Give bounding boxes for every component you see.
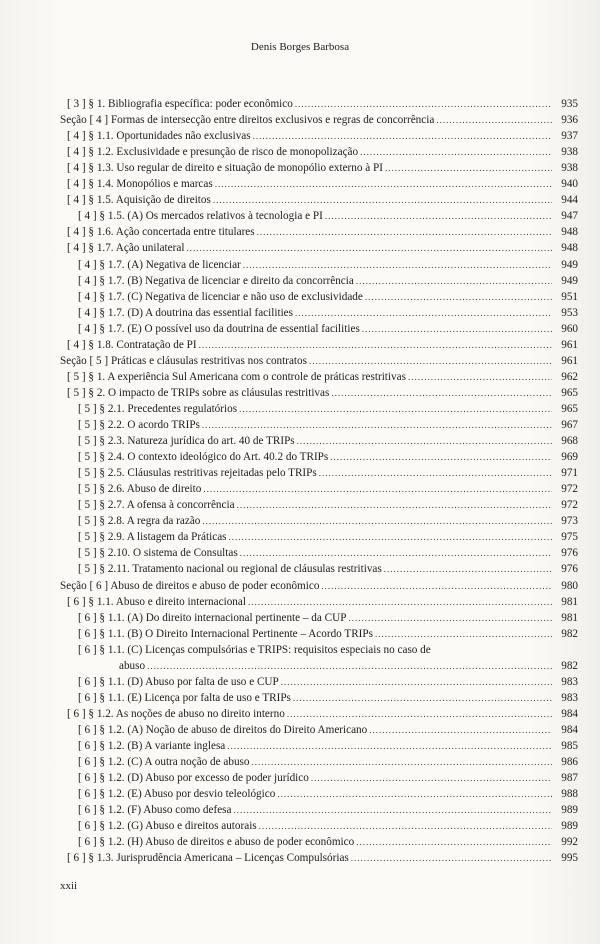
toc-entry	[78, 642, 578, 658]
toc-entry-page: 949	[561, 274, 578, 287]
toc-entry-title: [ 5 ] § 2.7. A ofensa à concorrência	[78, 499, 235, 512]
dot-leader	[213, 192, 552, 208]
toc-entry-page: 972	[561, 499, 578, 512]
toc-entry-title: [ 4 ] § 1.2. Exclusividade e presunção de risco de monopolização	[67, 146, 359, 159]
toc-entry-title: Seção [ 6 ] Abuso de direitos e abuso de poder econômico	[60, 579, 320, 592]
dot-leader	[356, 834, 552, 850]
toc-entry-title: [ 4 ] § 1.7. (A) Negativa de licenciar	[78, 258, 241, 271]
dot-leader	[281, 674, 552, 690]
toc-entry	[67, 96, 578, 112]
toc-entry-title: [ 4 ] § 1.6. Ação concertada entre titulares	[67, 226, 255, 239]
toc-entry	[78, 802, 578, 818]
dot-leader	[356, 273, 552, 289]
toc-entry-page: 953	[561, 306, 578, 319]
toc-entry-page: 981	[561, 611, 578, 624]
toc-entry-title: [ 6 ] § 1.2. (F) Abuso como defesa	[78, 804, 232, 817]
toc-entry-title: [ 6 ] § 1.2. (C) A outra noção de abuso	[78, 756, 250, 769]
toc-entry-page: 986	[561, 756, 578, 769]
running-header: Denis Borges Barbosa	[250, 41, 350, 53]
toc-entry-page: 989	[561, 820, 578, 833]
toc-entry	[67, 850, 578, 866]
toc-entry-title: [ 6 ] § 1.1. (B) O Direito Internacional Pertinente – Acordo TRIPs	[78, 627, 373, 640]
dot-leader	[252, 754, 552, 770]
toc-entry	[78, 208, 578, 224]
toc-entry	[78, 321, 578, 337]
toc-entry-page: 992	[561, 836, 578, 849]
dot-leader	[309, 353, 552, 369]
dot-leader	[319, 465, 552, 481]
dot-leader	[248, 594, 552, 610]
dot-leader	[375, 626, 552, 642]
toc-entry-page: 981	[561, 595, 578, 608]
toc-entry-title: abuso	[119, 659, 146, 672]
toc-entry-title: [ 4 ] § 1.7. (C) Negativa de licenciar e não uso de exclusividade	[78, 290, 363, 303]
toc-entry-title: [ 4 ] § 1.1. Oportunidades não exclusivas	[67, 130, 251, 143]
toc-entry-title: [ 6 ] § 1.2. (A) Noção de abuso de direitos do Direito Americano	[78, 723, 368, 736]
toc-entry	[67, 144, 578, 160]
toc-entry	[78, 273, 578, 289]
toc-entry-title: [ 4 ] § 1.3. Uso regular de direito e situação de monopólio externo à PI	[67, 162, 383, 175]
toc-entry-page: 984	[561, 723, 578, 736]
toc-entry-title: [ 4 ] § 1.5. Aquisição de direitos	[67, 194, 211, 207]
toc-entry	[67, 224, 578, 240]
dot-leader	[325, 208, 552, 224]
toc-entry-page: 983	[561, 691, 578, 704]
toc-entry-title: [ 4 ] § 1.8. Contratação de PI	[67, 338, 197, 351]
dot-leader	[253, 128, 552, 144]
toc-entry	[78, 561, 578, 577]
toc-entry-title: [ 5 ] § 2.8. A regra da razão	[78, 515, 201, 528]
toc-entry-page: 947	[561, 210, 578, 223]
toc-entry-page: 949	[561, 258, 578, 271]
toc-entry-page: 965	[561, 402, 578, 415]
toc-entry	[67, 369, 578, 385]
toc-entry	[78, 401, 578, 417]
dot-leader	[295, 305, 552, 321]
toc-entry-page: 961	[561, 354, 578, 367]
dot-leader	[365, 289, 552, 305]
toc-entry-title: [ 6 ] § 1.1. (D) Abuso por falta de uso e CUP	[78, 675, 279, 688]
toc-entry-page: 973	[561, 515, 578, 528]
toc-entry-page: 965	[561, 386, 578, 399]
toc-entry-title: [ 6 ] § 1.2. (D) Abuso por excesso de poder jurídico	[78, 772, 309, 785]
dot-leader	[237, 497, 552, 513]
toc-entry	[78, 818, 578, 834]
dot-leader	[385, 160, 552, 176]
dot-leader	[227, 738, 552, 754]
toc-entry-page: 976	[561, 563, 578, 576]
toc-entry-title: [ 6 ] § 1.1. (A) Do direito internacional pertinente – da CUP	[78, 611, 347, 624]
toc-entry-title: [ 5 ] § 2.4. O contexto ideológico do Art. 40.2 do TRIPs	[78, 451, 329, 464]
toc-entry-page: 940	[561, 178, 578, 191]
dot-leader	[287, 706, 552, 722]
dot-leader	[202, 417, 552, 433]
toc-entry-page: 988	[561, 788, 578, 801]
dot-leader	[277, 786, 552, 802]
toc-entry	[78, 674, 578, 690]
toc-entry	[78, 754, 578, 770]
toc-entry-title: [ 5 ] § 2.1. Precedentes regulatórios	[78, 402, 238, 415]
toc-entry-title: [ 4 ] § 1.5. (A) Os mercados relativos à tecnologia e PI	[78, 210, 323, 223]
dot-leader	[293, 690, 552, 706]
toc-entry-title: Seção [ 5 ] Práticas e cláusulas restritivas nos contratos	[60, 354, 307, 367]
toc-entry-title: [ 5 ] § 2.11. Tratamento nacional ou regional de cláusulas restritivas	[78, 563, 382, 576]
toc-entry	[78, 529, 578, 545]
dot-leader	[147, 658, 552, 674]
toc-entry-title: [ 6 ] § 1.2. (G) Abuso e direitos autorais	[78, 820, 257, 833]
dot-leader	[202, 513, 552, 529]
toc-entry-page: 936	[561, 114, 578, 127]
toc-entry-page: 935	[561, 98, 578, 110]
toc-entry-page: 972	[561, 483, 578, 496]
toc-entry-title: [ 5 ] § 2.9. A listagem da Práticas	[78, 531, 227, 544]
toc-entry-page: 984	[561, 707, 578, 720]
dot-leader	[369, 722, 552, 738]
toc-entry-page: 971	[561, 467, 578, 480]
dot-leader	[408, 369, 552, 385]
toc-entry-title: [ 5 ] § 2.3. Natureza jurídica do art. 40 de TRIPs	[78, 435, 295, 448]
dot-leader	[234, 802, 553, 818]
dot-leader	[295, 96, 552, 112]
toc-entry-title: [ 4 ] § 1.7. (B) Negativa de licenciar e direito da concorrência	[78, 274, 354, 287]
toc-entry-page: 983	[561, 675, 578, 688]
toc-entry-page: 976	[561, 547, 578, 560]
toc-entry	[78, 786, 578, 802]
toc-entry	[78, 834, 578, 850]
toc-entry-page: 951	[561, 290, 578, 303]
toc-entry	[78, 722, 578, 738]
toc-entry-title: [ 6 ] § 1.1. Abuso e direito internacional	[67, 595, 246, 608]
toc-entry-page: 937	[561, 130, 578, 143]
dot-leader	[215, 176, 552, 192]
dot-leader	[384, 561, 552, 577]
dot-leader	[199, 337, 552, 353]
dot-leader	[351, 850, 552, 866]
toc-entry-page: 969	[561, 451, 578, 464]
dot-leader	[259, 818, 552, 834]
toc-entry-page: 962	[561, 370, 578, 383]
toc-entry	[78, 449, 578, 465]
toc-entry-page: 938	[561, 146, 578, 159]
toc-entry-title: Seção [ 4 ] Formas de intersecção entre direitos exclusivos e regras de concorrência	[60, 114, 435, 127]
dot-leader	[240, 545, 552, 561]
toc-entry-title: [ 6 ] § 1.3. Jurisprudência Americana – Licenças Compulsórias	[67, 852, 349, 865]
toc-entry-page: 938	[561, 162, 578, 175]
toc-entry-page: 944	[561, 194, 578, 207]
toc-entry-title: [ 5 ] § 1. A experiência Sul Americana com o controle de práticas restritivas	[67, 370, 406, 383]
dot-leader	[330, 449, 552, 465]
toc-entry	[67, 337, 578, 353]
toc-entry	[78, 417, 578, 433]
toc-entry-page: 982	[561, 659, 578, 672]
dot-leader	[297, 433, 552, 449]
dot-leader	[186, 240, 552, 256]
toc-entry-page: 989	[561, 804, 578, 817]
toc-entry	[60, 353, 578, 369]
toc-entry-title: [ 3 ] § 1. Bibliografia específica: poder econômico	[67, 98, 293, 110]
toc-entry-page: 975	[561, 531, 578, 544]
toc-entry-title: [ 5 ] § 2.5. Cláusulas restritivas rejeitadas pelo TRIPs	[78, 467, 317, 480]
toc-entry-page: 995	[561, 852, 578, 865]
toc-entry-page: 982	[561, 627, 578, 640]
toc-entry	[60, 578, 578, 594]
toc-entry-title: [ 4 ] § 1.7. (E) O possível uso da doutrina de essential facilities	[78, 322, 360, 335]
dot-leader	[436, 112, 552, 128]
toc-entry	[60, 112, 578, 128]
toc-entry	[67, 706, 578, 722]
toc-entry	[67, 385, 578, 401]
toc-entry-page: 987	[561, 772, 578, 785]
toc-entry-page: 967	[561, 419, 578, 431]
toc-entry-title: [ 6 ] § 1.1. (C) Licenças compulsórias e TRIPS: requisitos especiais no caso de	[78, 643, 431, 656]
toc-entry	[67, 192, 578, 208]
dot-leader	[362, 321, 552, 337]
toc-entry	[67, 176, 578, 192]
toc-entry-page: 948	[561, 226, 578, 239]
toc-entry	[78, 481, 578, 497]
toc-entry	[67, 240, 578, 256]
dot-leader	[331, 385, 552, 401]
toc-entry-page: 968	[561, 435, 578, 448]
toc-entry-title: [ 5 ] § 2.10. O sistema de Consultas	[78, 547, 238, 560]
toc-entry	[78, 770, 578, 786]
toc-entry-page: 948	[561, 242, 578, 255]
dot-leader	[321, 578, 552, 594]
page-number: xxii	[60, 880, 78, 892]
toc-entry-title: [ 4 ] § 1.7. Ação unilateral	[67, 242, 185, 255]
toc-entry	[78, 610, 578, 626]
toc-entry	[78, 545, 578, 561]
dot-leader	[243, 257, 552, 273]
toc-entry	[78, 497, 578, 513]
toc-entry	[78, 626, 578, 642]
toc-entry-title: [ 5 ] § 2.2. O acordo TRIPs	[78, 419, 200, 431]
toc-entry	[67, 128, 578, 144]
toc-entry-page: 985	[561, 740, 578, 752]
toc-entry	[67, 160, 578, 176]
toc-entry-title: [ 6 ] § 1.2. As noções de abuso no direito interno	[67, 707, 285, 720]
dot-leader	[348, 610, 552, 626]
toc-entry-page: 960	[561, 322, 578, 335]
toc-entry-page: 961	[561, 338, 578, 351]
dot-leader	[311, 770, 552, 786]
dot-leader	[229, 529, 552, 545]
toc-entry-title: [ 5 ] § 2. O impacto de TRIPs sobre as cláusulas restritivas	[67, 386, 330, 399]
toc-entry	[78, 465, 578, 481]
toc-entry-title: [ 6 ] § 1.2. (E) Abuso por desvio teleológico	[78, 788, 276, 801]
dot-leader	[257, 224, 552, 240]
toc-entry-page: 980	[561, 579, 578, 592]
toc-entry	[67, 594, 578, 610]
toc-entry	[78, 690, 578, 706]
toc-entry-title: [ 4 ] § 1.4. Monopólios e marcas	[67, 178, 213, 191]
toc-entry	[78, 289, 578, 305]
toc-entry	[78, 257, 578, 273]
toc-entry	[78, 305, 578, 321]
toc-entry-title: [ 4 ] § 1.7. (D) A doutrina das essential facilities	[78, 306, 293, 319]
dot-leader	[360, 144, 552, 160]
toc-entry-title: [ 6 ] § 1.1. (E) Licença por falta de uso e TRIPs	[78, 691, 291, 704]
dot-leader	[239, 401, 552, 417]
toc-entry	[78, 738, 578, 754]
toc-entry-title: [ 5 ] § 2.6. Abuso de direito	[78, 483, 202, 496]
toc-entry	[78, 513, 578, 529]
toc-entry-title: [ 6 ] § 1.2. (B) A variante inglesa	[78, 740, 226, 752]
toc-entry	[78, 433, 578, 449]
toc-entry-title: [ 6 ] § 1.2. (H) Abuso de direitos e abuso de poder econômico	[78, 836, 355, 849]
toc-entry	[119, 658, 578, 674]
dot-leader	[203, 481, 552, 497]
